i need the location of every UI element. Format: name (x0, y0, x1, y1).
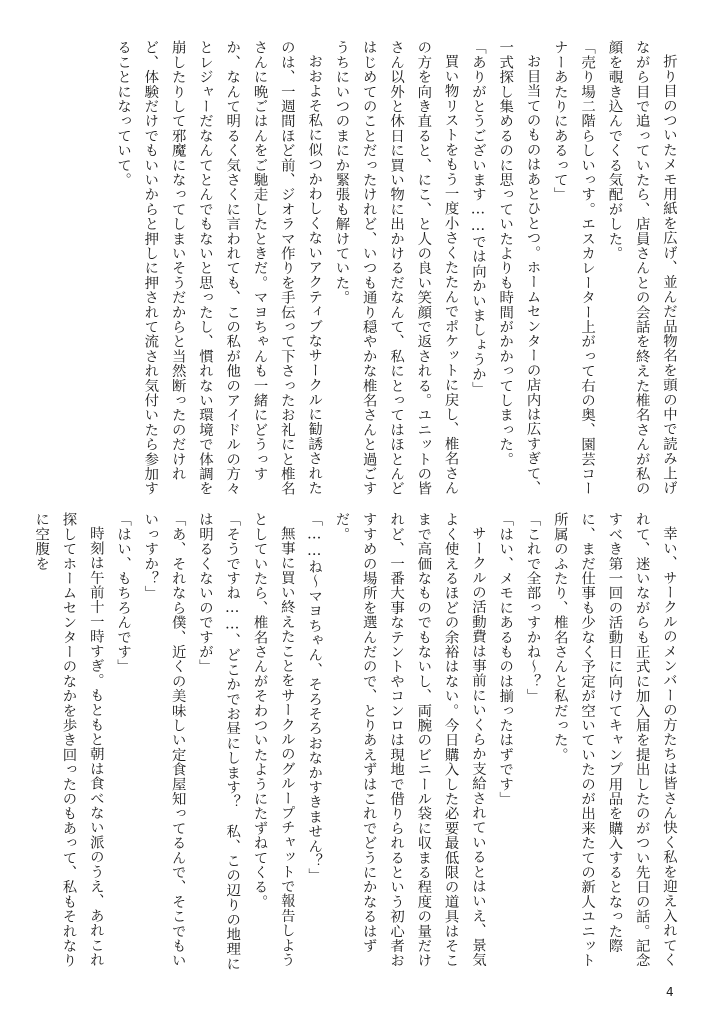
dialogue-line: 「ありがとうございます……では向かいましょうか」 (469, 40, 486, 396)
dialogue-line: 「……ね～マヨちゃん、そろそろおなかすきません？」 (306, 512, 323, 883)
paragraph: 買い物リストをもう一度小さくたたんでポケットに戻し、椎名さんの方を向き直ると、にこ、と人の良い笑顔で返される。ユニットの皆さん以外と休日に買い物に出かけるだなんて、私にとってはほとんどはじめてのことだったけれど、いつも通り穏やかな椎名さんと過ごすうちにいつのまにか緊張も解けていた。 (333, 40, 459, 496)
paragraph: サークルの活動費は事前にいくらか支給されているとはいえ、景気よく使えるほどの余裕はない。今日購入した必要最低限の道具はそこまで高価なものでもないし、両腕のビニール袋に収まる程度の量だけれど、一番大事なテントやコンロは現地で借りられるという初心者おすすめの場所を選んだので、とりあえずはこれでどうにかなるはずだ。 (333, 512, 486, 968)
dialogue-line: 「はい、もちろんです」 (115, 512, 132, 674)
dialogue-line: 「あ、それなら僕、近くの美味しい定食屋知ってるんで、そこでもいいっすか？」 (142, 512, 186, 968)
paragraph: おおよそ私に似つかわしくないアクティブなサークルに勧誘されたのは、一週間ほど前、ジオラマ作りを手伝って下さったお礼にと椎名さんに晩ごはんをご馳走したときだ。マヨちゃんも一緒にどうっすか、なんて明るく気さくに言われても、この私が他のアイドルの方々とレジャーだなんてとんでもないと思ったし、慣れない環境で体調を崩したりして邪魔になってしまいそうだからと当然断ったのだけれど、体験だけでもいいからと押しに押されて流され気付いたら参加することになっていて。 (115, 40, 323, 496)
paragraph: 無事に買い終えたことをサークルのグループチャットで報告しようとしていたら、椎名さんがそわついたようにたずねてくる。 (251, 512, 295, 968)
paragraph: 折り目のついたメモ用紙を広げ、並んだ品物名を頭の中で読み上げながら目で追っていたら、店員さんとの会話を終えた椎名さんが私の顔を覗き込んでくる気配がした。 (606, 40, 677, 496)
bottom-text-tier (33, 512, 682, 974)
paragraph: 時刻は午前十一時すぎ。もともと朝は食べない派のうえ、あれこれ探してホームセンターのなかを歩き回ったのもあって、私もそれなりに空腹を (33, 512, 104, 968)
dialogue-line: 「売り場二階らしいっす。エスカレーター上がって右の奥、園芸コーナーあたりにあるって」 (551, 40, 596, 496)
paragraph: 幸い、サークルのメンバーの方たちは皆さん快く私を迎え入れてくれて、迷いながらも正式に加入届を提出したのがつい先日の話。記念すべき第一回の活動日に向けてキャンプ用品を購入するとなった際に、まだ仕事も少なく予定が空いていたのが出来たての新人ユニット所属のふたり、椎名さんと私だった。 (551, 512, 677, 968)
dialogue-line: 「これで全部っすかね～？」 (524, 512, 541, 704)
page-number: 4 (666, 985, 674, 999)
paragraph: お目当てのものはあとひとつ。ホームセンターの店内は広すぎて、一式探し集めるのに思っていたよりも時間がかかってしまった。 (497, 40, 541, 496)
dialogue-line: 「はい、メモにあるものは揃ったはずです」 (497, 512, 514, 806)
dialogue-line: 「そうですね……、どこかでお昼にします？ 私、この辺りの地理には明るくないのですが」 (196, 512, 241, 971)
top-text-tier (110, 40, 682, 496)
